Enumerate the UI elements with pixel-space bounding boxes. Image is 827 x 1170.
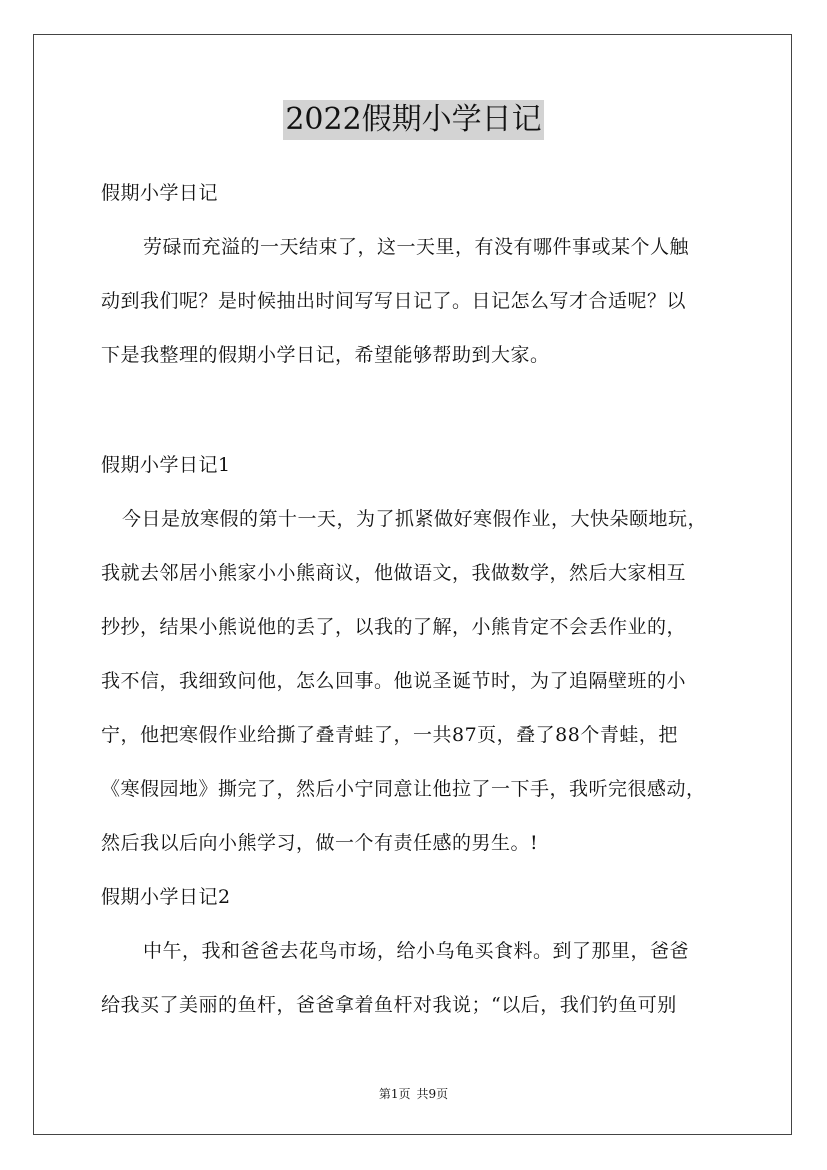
paragraph-line: 《寒假园地》撕完了，然后小宁同意让他拉了一下手，我听完很感动， xyxy=(101,778,706,800)
section-heading-diary-2: 假期小学日记2 xyxy=(101,886,231,908)
paragraph-line: 宁，他把寒假作业给撕了叠青蛙了，一共87页，叠了88个青蛙，把 xyxy=(101,724,678,746)
document-title: 2022假期小学日记 xyxy=(283,100,543,140)
page-footer xyxy=(0,1086,827,1102)
section-heading-intro: 假期小学日记 xyxy=(101,182,219,204)
section-heading-diary-1: 假期小学日记1 xyxy=(101,454,231,476)
paragraph-line: 然后我以后向小熊学习，做一个有责任感的男生。! xyxy=(101,832,539,854)
paragraph-line: 我就去邻居小熊家小小熊商议，他做语文，我做数学，然后大家相互 xyxy=(101,562,687,584)
page-number: 第1页 xyxy=(378,1087,411,1101)
paragraph-line: 给我买了美丽的鱼杆，爸爸拿着鱼杆对我说；“以后，我们钓鱼可别 xyxy=(101,994,677,1016)
page-total: 共9页 xyxy=(416,1087,449,1101)
paragraph-line: 今日是放寒假的第十一天，为了抓紧做好寒假作业，大快朵颐地玩， xyxy=(122,508,708,530)
title-container xyxy=(0,100,827,140)
paragraph-line: 中午，我和爸爸去花鸟市场，给小乌龟买食料。到了那里，爸爸 xyxy=(143,940,690,962)
paragraph-line: 下是我整理的假期小学日记，希望能够帮助到大家。 xyxy=(101,344,550,366)
paragraph-line: 抄抄，结果小熊说他的丢了，以我的了解，小熊肯定不会丢作业的， xyxy=(101,616,687,638)
paragraph-line: 动到我们呢？是时候抽出时间写写日记了。日记怎么写才合适呢？以 xyxy=(101,290,687,312)
paragraph-line: 我不信，我细致问他，怎么回事。他说圣诞节时，为了追隔壁班的小 xyxy=(101,670,687,692)
paragraph-line: 劳碌而充溢的一天结束了，这一天里，有没有哪件事或某个人触 xyxy=(143,236,690,258)
